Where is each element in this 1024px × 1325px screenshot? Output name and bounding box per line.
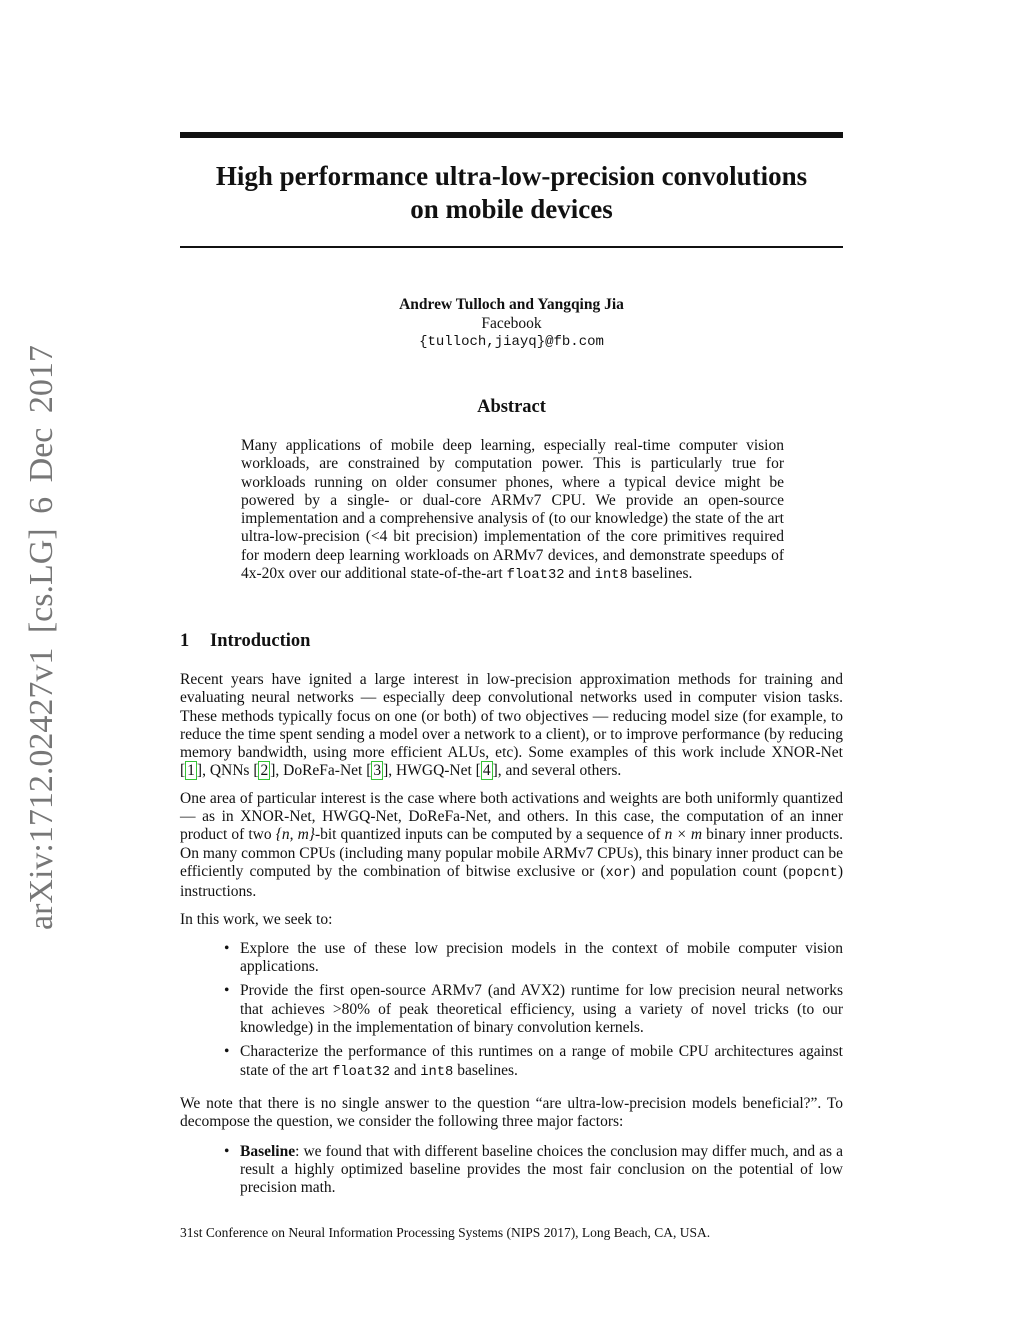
title-line-1: High performance ultra-low-precision convolutions bbox=[215, 161, 808, 191]
paragraph-text: ], and several others. bbox=[492, 762, 622, 780]
title-bottom-rule bbox=[180, 246, 843, 248]
paragraph-text: ], HWGQ-Net [ bbox=[383, 762, 481, 780]
math-expression: {n, m} bbox=[275, 826, 315, 844]
conference-footnote: 31st Conference on Neural Information Processing Systems (NIPS 2017), Long Beach, CA, USA. bbox=[180, 1225, 711, 1240]
paragraph-text: ], QNNs [ bbox=[196, 762, 259, 780]
list-item bbox=[240, 1043, 843, 1082]
author-affiliation: Facebook bbox=[481, 315, 542, 332]
list-item-text: baselines. bbox=[453, 1061, 518, 1079]
paper-title bbox=[180, 160, 843, 226]
list-item-text: Characterize the performance of this runtimes on a range of mobile CPU architectures against state of the art bbox=[240, 1043, 843, 1079]
paragraph-1 bbox=[180, 671, 843, 781]
abstract-text-part: baselines. bbox=[627, 565, 693, 583]
arxiv-stamp: arXiv:1712.02427v1 [cs.LG] 6 Dec 2017 bbox=[23, 345, 60, 930]
paragraph-text: ) instructions. bbox=[180, 862, 843, 901]
citation-link[interactable] bbox=[258, 761, 270, 780]
title-top-rule bbox=[180, 132, 843, 138]
paragraph-3: In this work, we seek to: bbox=[180, 910, 333, 928]
list-item: • Provide the first open-source ARMv7 (and AVX2) runtime for low precision neural networks that achieves >80% of peak theoretical efficiency, using a variety of novel tricks (to our knowledge) in the implementation of binary convolution kernels. bbox=[240, 982, 843, 1037]
abstract-code-float32: float32 bbox=[506, 568, 565, 584]
code-popcnt: popcnt bbox=[788, 865, 838, 881]
code-int8: int8 bbox=[420, 1064, 454, 1080]
section-heading-introduction bbox=[180, 631, 843, 652]
math-expression: n × m bbox=[664, 826, 703, 844]
list-item-text: : we found that with different baseline choices the conclusion may differ much, and as a result a highly optimized baseline provides the most fair conclusion on the potential of low precision math. bbox=[240, 1142, 843, 1197]
paragraph-4: We note that there is no single answer to the question “are ultra-low-precision models beneficial?”. To decompose the question, we consider the following three major factors: bbox=[180, 1094, 843, 1131]
abstract-text-part: and bbox=[564, 565, 595, 583]
citation-link[interactable] bbox=[185, 761, 197, 780]
citation-number[interactable]: 3 bbox=[373, 762, 382, 780]
abstract-text-part: Many applications of mobile deep learning, especially real-time computer vision workloads, are constrained by computation power. This is particularly true for workloads running on older consumer phones, where a typical device might be powered by a single- or dual-core ARMv7 CPU. We provide an open-source implementation and a comprehensive analysis of (to our knowledge) the state of the art ultra-low-precision (<4 bit precision) implementation of the core primitives required for modern deep learning workloads on ARMv7 devices, and demonstrate speedups of 4x-20x over our additional state-of-the-art bbox=[241, 437, 784, 583]
citation-link[interactable] bbox=[481, 761, 493, 780]
factors-list bbox=[180, 1143, 843, 1198]
list-item-text: and bbox=[390, 1061, 421, 1079]
section-title: Introduction bbox=[210, 631, 311, 651]
goals-list bbox=[180, 940, 843, 1082]
list-item: • Explore the use of these low precision models in the context of mobile computer vision applications. bbox=[240, 940, 843, 977]
factor-label: Baseline bbox=[240, 1142, 296, 1160]
paragraph-text: Recent years have ignited a large interest in low-precision approximation methods for training and evaluating neural networks — especially deep convolutional networks used in computer vision tasks. These methods typically focus on one (or both) of two objectives — reducing model size (for example, to reduce the time spent sending a model over a network to a client), or to improve performance (by reducing memory bandwidth, using more efficient ALUs, etc). Some examples of this work include XNOR-Net [ bbox=[180, 671, 843, 780]
paragraph-text: binary inner products. On many common CPUs (including many popular mobile ARMv7 CPUs), this binary inner product can be efficiently computed by the combination of bitwise exclusive or ( bbox=[180, 826, 844, 880]
title-line-2: on mobile devices bbox=[410, 194, 613, 224]
paragraph-text: One area of particular interest is the case where both activations and weights are both uniformly quantized — as in XNOR-Net, HWGQ-Net, DoReFa-Net, and others. In this case, the computation of an inner product of two bbox=[180, 789, 843, 844]
abstract-text bbox=[241, 437, 784, 585]
code-xor: xor bbox=[605, 865, 631, 881]
code-float32: float32 bbox=[332, 1064, 391, 1080]
section-number: 1 bbox=[180, 631, 190, 651]
author-email: {tulloch,jiayq}@fb.com bbox=[419, 334, 604, 350]
citation-number[interactable]: 4 bbox=[482, 762, 491, 780]
paragraph-text: ) and population count ( bbox=[630, 862, 789, 880]
citation-number[interactable]: 1 bbox=[187, 762, 195, 780]
list-item bbox=[240, 1143, 843, 1198]
paragraph-text: -bit quantized inputs can be computed by a sequence of bbox=[314, 826, 665, 844]
citation-number[interactable]: 2 bbox=[260, 762, 269, 780]
citation-link[interactable] bbox=[371, 761, 383, 780]
abstract-code-int8: int8 bbox=[594, 568, 628, 584]
paragraph-2 bbox=[180, 790, 843, 902]
paragraph-text: ], DoReFa-Net [ bbox=[270, 762, 372, 780]
author-names: Andrew Tulloch and Yangqing Jia bbox=[399, 296, 624, 313]
abstract-heading: Abstract bbox=[477, 397, 546, 417]
introduction-body bbox=[180, 671, 843, 1210]
author-block bbox=[180, 295, 843, 352]
